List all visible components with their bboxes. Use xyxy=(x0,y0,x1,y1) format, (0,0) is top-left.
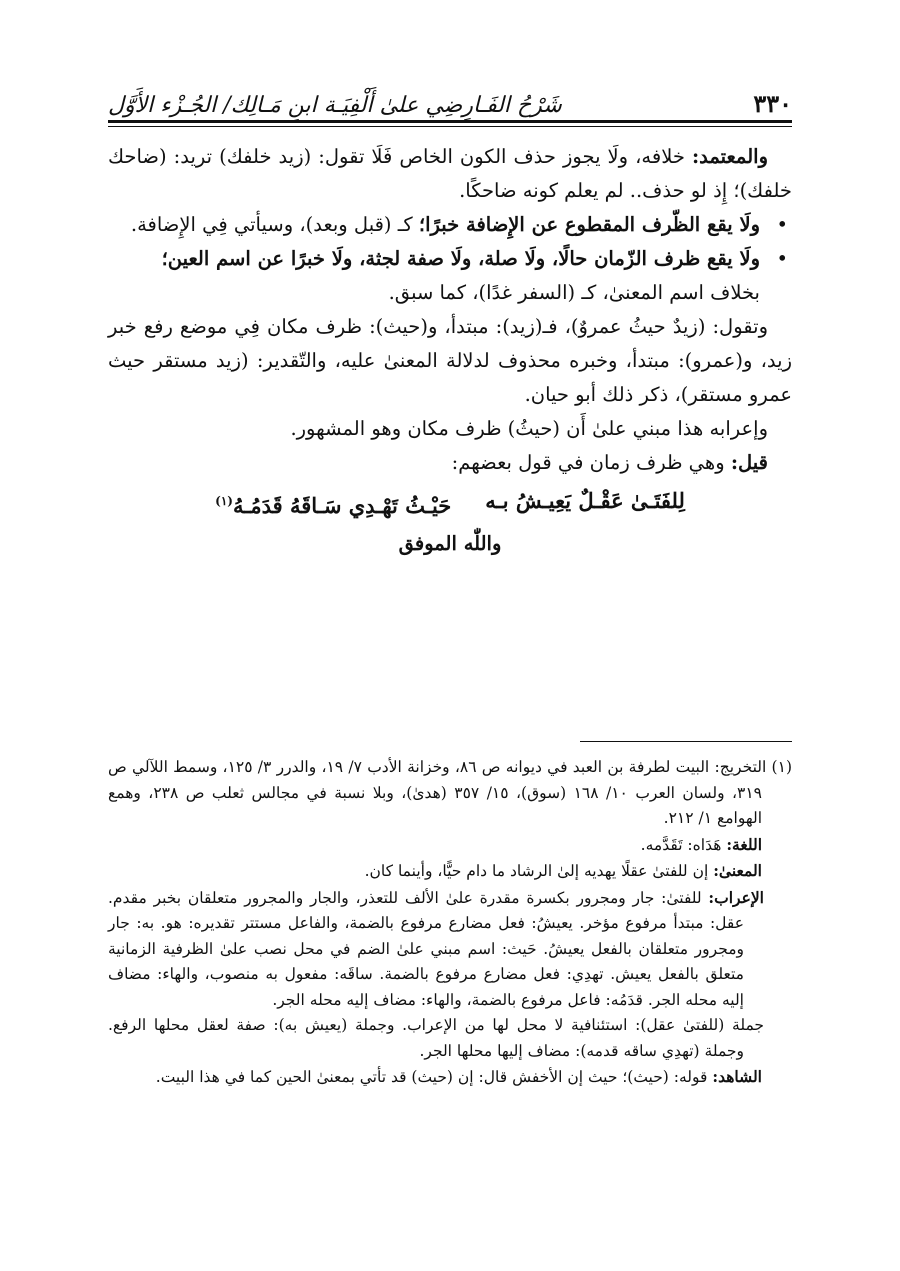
paragraph: وإعرابه هذا مبني علىٰ أَن (حيثُ) ظرف مكان وهو المشهور. xyxy=(290,417,768,440)
paragraph-text: خلافه، ولَا يجوز حذف الكون الخاص فَلَا تقول: (زيد خلفك) تريد: (ضاحك خلفك)؛ إِذ لو حذف.. لم يعلم كونه ضاحكًا. xyxy=(108,145,792,202)
footnote-lugha xyxy=(108,832,792,859)
footnote-label: المعنىٰ: xyxy=(713,861,762,880)
footnote-text: هَدَاه: تَقَدَّمه. xyxy=(640,835,727,854)
footnote-takhrij xyxy=(108,755,792,832)
footnote-mana xyxy=(108,858,792,885)
footnote-text: إن للفتىٰ عقلًا يهديه إلىٰ الرشاد ما دام حيًّا، وأينما كان. xyxy=(364,862,714,880)
bullet-item xyxy=(108,242,792,310)
main-text xyxy=(108,140,792,561)
footnote-text: للفتىٰ: جار ومجرور بكسرة مقدرة علىٰ الألف للتعذر، والجار والمجرور متعلقان بخبر مقدم. عقل: مبتدأ مرفوع مؤخر. يعيشُ: فعل مضارع مرفوع بالضمة، والفاعل مستتر تقديره: هو. به: جار ومجرور متعلقان بالفعل يعيشُ. حَيث: اسم مبني علىٰ الضم في محل نصب علىٰ الظرفية الزمانية متعلق بالفعل يعيش. تهدِي: فعل مضارع مرفوع بالضمة. ساقَه: مفعول به منصوب، والهاء: مضاف إليه محله الجر. قدَمُه: فاعل مرفوع بالضمة، والهاء: مضاف إليه محله الجر. xyxy=(108,888,744,1009)
footnote-label: الإعراب: xyxy=(708,887,764,907)
verse-second-text: حَيْـثُ تَهْـدِي سَـاقَهُ قَدَمُـهُ xyxy=(232,493,452,518)
footnote-jumla: جملة (للفتىٰ عقل): استئنافية لا محل لها من الإعراب. وجملة (يعيش به): صفة لعقل محلها الرفع. وجملة (تهدِي ساقه قدمه): مضاف إليها محلها الجر. xyxy=(108,1016,764,1060)
bullet-dot-icon: • xyxy=(776,213,788,236)
footnote-separator xyxy=(580,741,792,742)
bullet-text: بخلاف اسم المعنىٰ، كـ (السفر غدًا)، كما سبق. xyxy=(388,281,760,304)
paragraph xyxy=(108,446,792,480)
book-title: شَرْحُ الفَـارِضِي علىٰ أَلْفِيَـة ابنِ مَـالِك/ الجُـزْء الأَوَّل xyxy=(108,93,562,118)
footnote-irab xyxy=(108,885,792,1014)
bullet-dot-icon: • xyxy=(776,247,788,270)
paragraph: وتقول: (زيدٌ حيثُ عمروٌ)، فـ(زيد): مبتدأ، و(حيث): ظرف مكان فِي موضع رفع خبر زيد، و(عمرو): مبتدأ، وخبره محذوف لدلالة المعنىٰ عليه، والتّقدير: (زيد مستقر حيث عمرو مستقر)، ذكر ذلك أبو حيان. xyxy=(108,315,792,406)
bullet-item xyxy=(108,208,792,242)
running-header xyxy=(108,72,792,118)
footnote-text: التخريج: البيت لطرفة بن العبد في ديوانه ص ٨٦، وخزانة الأدب ٧/ ١٩، والدرر ٣/ ١٢٥، وسمط اللآلي ص ٣١٩، ولسان العرب ١٠/ ١٦٨ (سوق)، ١٥/ ٣٥٧ (هدىٰ)، وبلا نسبة في مجالس ثعلب ص ٢٣٨، وهمع الهوامع ١/ ٢١٢. xyxy=(108,758,767,827)
header-rule-thin xyxy=(108,126,792,127)
page-number: ٣٣٠ xyxy=(753,89,792,118)
poetry-verse xyxy=(108,484,792,523)
verse-hemistich-second xyxy=(215,484,451,523)
paragraph xyxy=(108,140,792,208)
footnote-ref: (١) xyxy=(215,494,233,508)
footnote-shahid xyxy=(108,1064,792,1091)
footnote-text: قوله: (حيث)؛ حيث إن الأخفش قال: إن (حيث) قد تأتي بمعنىٰ الحين كما في هذا البيت. xyxy=(155,1068,713,1086)
header-rule-thick xyxy=(108,120,792,123)
bullet-text: كـ (قبل وبعد)، وسيأتي فِي الإِضافة. xyxy=(130,213,419,236)
bullet-bold-text: ولَا يقع الظّرف المقطوع عن الإِضافة خبرًا؛ xyxy=(418,213,760,236)
term-label: قيل: xyxy=(730,451,768,474)
closing-line: واللّٰه الموفق xyxy=(398,532,502,555)
bullet-bold-text: ولَا يقع ظرف الزّمان حالًا، ولَا صلة، ولَا صفة لجثة، ولَا خبرًا عن اسم العين؛ xyxy=(161,247,760,270)
footnotes xyxy=(108,755,792,1091)
verse-hemistich-first: لِلفَتَـىٰ عَقْـلٌ يَعِيـشُ بـه xyxy=(485,488,685,513)
term-label: والمعتمد: xyxy=(691,145,768,168)
footnote-label: الشاهد: xyxy=(712,1067,762,1086)
paragraph-text: وهي ظرف زمان في قول بعضهم: xyxy=(451,451,731,474)
footnote-number: (١) xyxy=(771,758,792,776)
footnote-label: اللغة: xyxy=(726,834,762,854)
